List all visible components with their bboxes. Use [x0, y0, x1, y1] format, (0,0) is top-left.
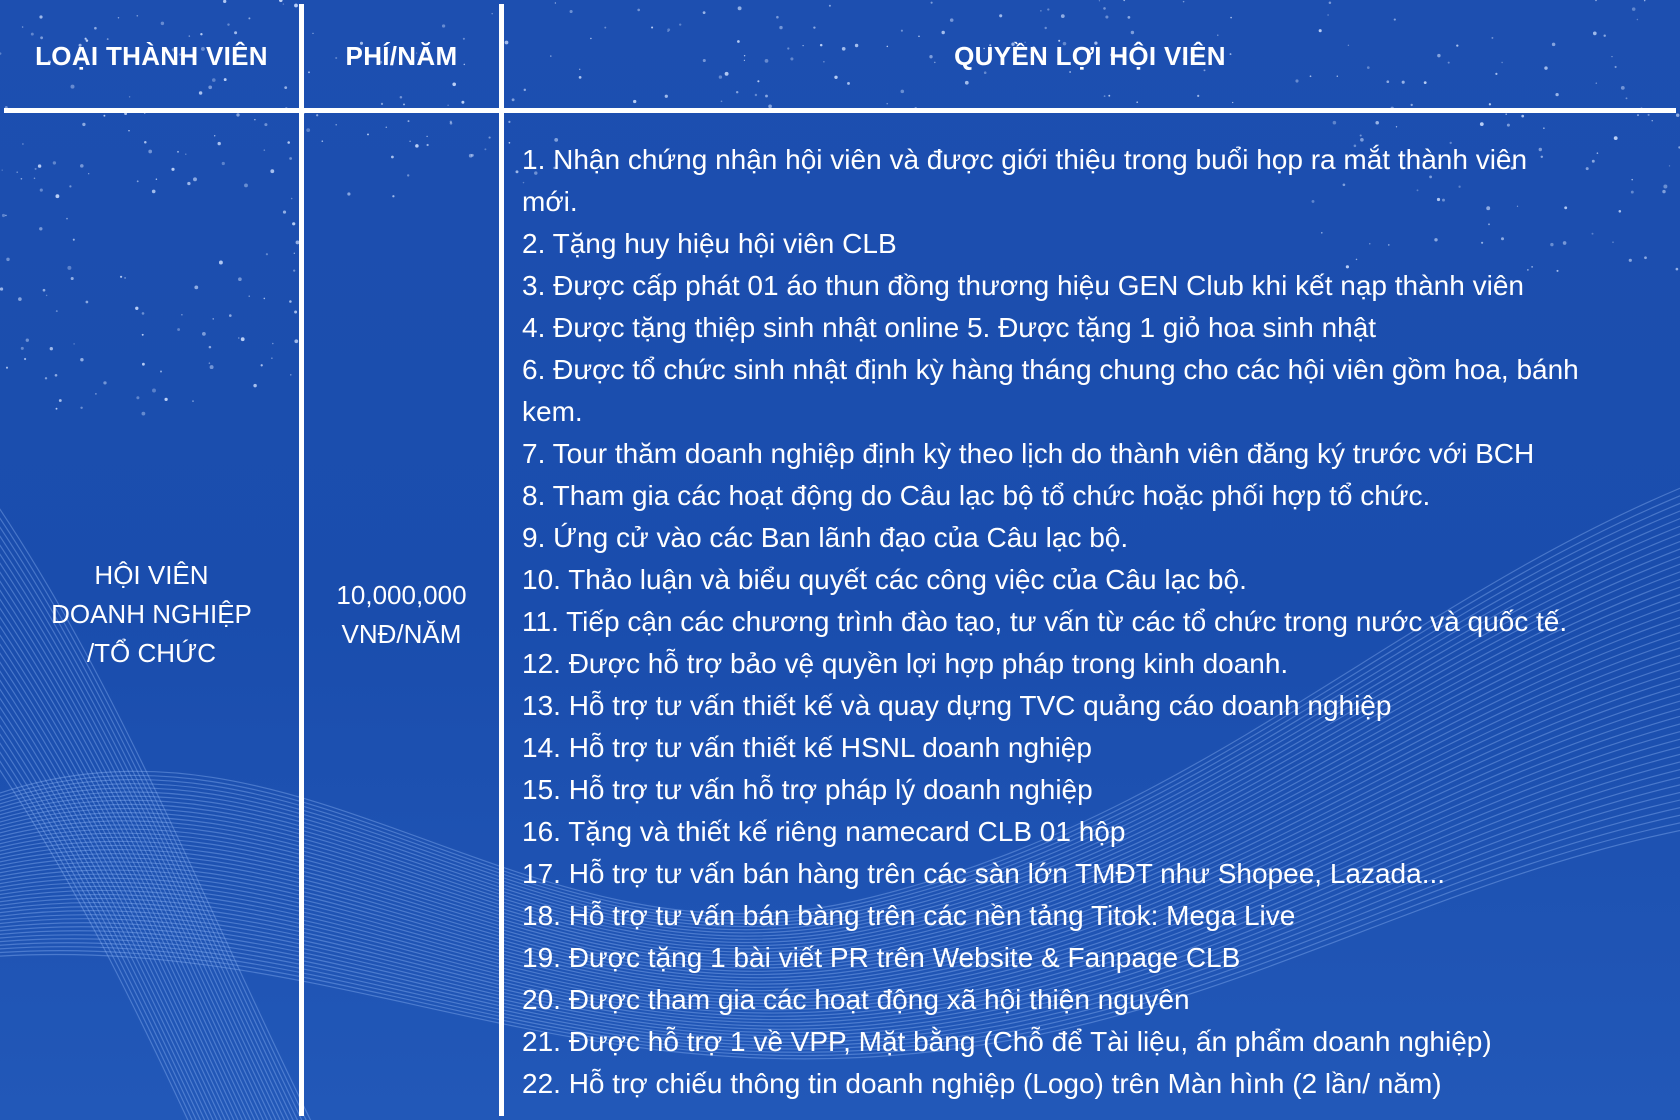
benefit-line: 4. Được tặng thiệp sinh nhật online 5. Được tặng 1 giỏ hoa sinh nhật: [522, 312, 1377, 343]
header-benefits-label: QUYỀN LỢI HỘI VIÊN: [954, 40, 1226, 71]
fee-text: [336, 576, 466, 654]
benefit-line: 13. Hỗ trợ tư vấn thiết kế và quay dựng TVC quảng cáo doanh nghiệp: [522, 690, 1392, 721]
benefit-line: 2. Tặng huy hiệu hội viên CLB: [522, 228, 897, 259]
benefit-line: 9. Ứng cử vào các Ban lãnh đạo của Câu lạc bộ.: [522, 522, 1129, 553]
header-fee: [304, 4, 504, 113]
membership-table: [4, 4, 1676, 1116]
benefit-line: 8. Tham gia các hoạt động do Câu lạc bộ tổ chức hoặc phối hợp tổ chức.: [522, 480, 1431, 511]
fee-amount: 10,000,000: [336, 579, 467, 610]
header-member-type: [4, 4, 304, 113]
benefit-line: 1. Nhận chứng nhận hội viên và được giới thiệu trong buổi họp ra mắt thành viên: [522, 144, 1528, 175]
benefit-line: kem.: [522, 396, 583, 427]
benefit-line: 21. Được hỗ trợ 1 về VPP, Mặt bằng (Chỗ để Tài liệu, ấn phẩm doanh nghiệp): [522, 1026, 1492, 1057]
header-fee-label: PHÍ/NĂM: [345, 40, 458, 71]
benefit-line: 7. Tour thăm doanh nghiệp định kỳ theo lịch do thành viên đăng ký trước với BCH: [522, 438, 1535, 469]
benefit-line: mới.: [522, 186, 578, 217]
fee-unit: VNĐ/NĂM: [341, 618, 462, 649]
header-member-type-label: LOẠI THÀNH VIÊN: [35, 40, 268, 71]
benefit-line: 18. Hỗ trợ tư vấn bán bàng trên các nền tảng Titok: Mega Live: [522, 900, 1296, 931]
member-type-line: DOANH NGHIỆP: [51, 599, 252, 629]
benefit-line: 19. Được tặng 1 bài viết PR trên Website & Fanpage CLB: [522, 942, 1241, 973]
member-type-text: [51, 556, 252, 673]
benefit-line: 3. Được cấp phát 01 áo thun đồng thương hiệu GEN Club khi kết nạp thành viên: [522, 270, 1524, 301]
benefit-line: 11. Tiếp cận các chương trình đào tạo, tư vấn từ các tổ chức trong nước và quốc tế.: [522, 606, 1568, 637]
benefit-line: 15. Hỗ trợ tư vấn hỗ trợ pháp lý doanh nghiệp: [522, 774, 1093, 805]
fee-cell: [304, 113, 504, 1116]
member-type-cell: [4, 113, 304, 1116]
benefit-line: 20. Được tham gia các hoạt động xã hội thiện nguyên: [522, 984, 1190, 1015]
benefit-line: 12. Được hỗ trợ bảo vệ quyền lợi hợp pháp trong kinh doanh.: [522, 648, 1289, 679]
benefit-line: 10. Thảo luận và biểu quyết các công việc của Câu lạc bộ.: [522, 564, 1247, 595]
benefits-list: [504, 113, 1676, 1105]
member-type-line: /TỔ CHỨC: [86, 638, 217, 668]
benefit-line: 14. Hỗ trợ tư vấn thiết kế HSNL doanh nghiệp: [522, 732, 1092, 763]
benefit-line: 22. Hỗ trợ chiếu thông tin doanh nghiệp (Logo) trên Màn hình (2 lần/ năm): [522, 1068, 1442, 1099]
header-benefits: [504, 4, 1676, 113]
benefits-cell: [504, 113, 1676, 1116]
benefit-line: 16. Tặng và thiết kế riêng namecard CLB 01 hộp: [522, 816, 1126, 847]
member-type-line: HỘI VIÊN: [94, 560, 209, 590]
benefit-line: 17. Hỗ trợ tư vấn bán hàng trên các sàn lớn TMĐT như Shopee, Lazada...: [522, 858, 1446, 889]
benefit-line: 6. Được tổ chức sinh nhật định kỳ hàng tháng chung cho các hội viên gồm hoa, bánh: [522, 354, 1579, 385]
